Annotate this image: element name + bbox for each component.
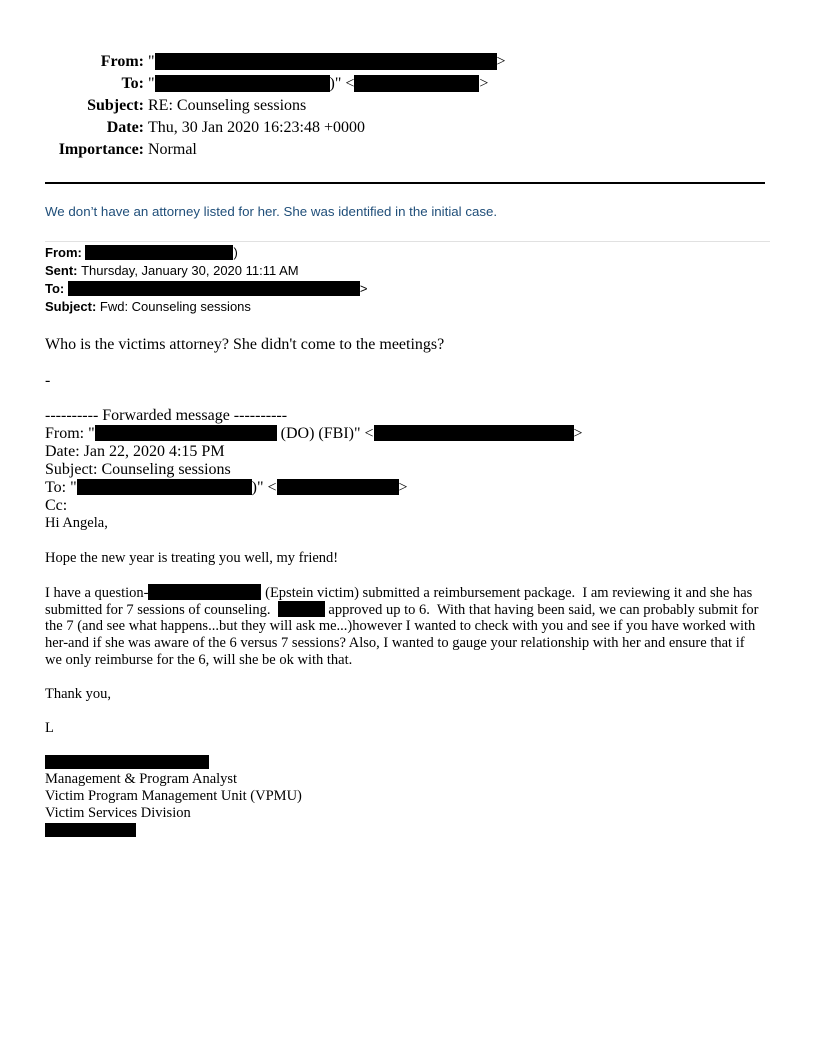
quoted-from-label: From: [45, 245, 82, 260]
forwarded-to-middle: )" < [251, 479, 277, 496]
forwarded-to-close: > [398, 479, 408, 496]
quoted-dash: - [45, 372, 51, 389]
forwarded-to-open: To: " [45, 479, 77, 496]
header-from-label: From: [100, 53, 144, 70]
opening-line: Hope the new year is treating you well, my friend! [45, 550, 339, 566]
quote-divider [45, 241, 770, 242]
message-paragraph [45, 584, 758, 669]
forwarded-from-middle: (DO) (FBI)" < [276, 425, 374, 442]
header-to-close: > [479, 75, 489, 92]
redaction-box [155, 53, 497, 70]
header-from-close: > [496, 53, 506, 70]
forwarded-banner: ---------- Forwarded message ---------- [45, 407, 288, 424]
redaction-box [77, 479, 252, 495]
header-divider [45, 182, 765, 184]
header-to-row [0, 73, 816, 95]
quoted-subject-label: Subject: [45, 299, 97, 314]
redaction-box [374, 425, 574, 441]
paragraph-line: we only reimburse for the 6, will she be ok with that. [45, 652, 353, 668]
quoted-sent-row [45, 262, 367, 280]
header-date-value: Thu, 30 Jan 2020 16:23:48 +0000 [148, 119, 366, 136]
paragraph-line: her-and if she was aware of the 6 versus 7 sessions? Also, I wanted to gauge your relationship with her and ensure that if [45, 635, 745, 651]
paragraph-line: the 7 (and see what happens...but they will ask me...)however I wanted to check with you and see if you have worked with [45, 618, 756, 634]
forwarded-to-row [45, 479, 583, 497]
closing-line: Thank you, [45, 686, 112, 702]
header-from-value [148, 51, 506, 73]
sender-initial: L [45, 720, 54, 736]
quoted-sent-label: Sent: [45, 263, 78, 278]
redaction-box [85, 245, 233, 260]
quoted-subject-value: Fwd: Counseling sessions [99, 299, 251, 314]
header-importance-row [0, 139, 816, 161]
redaction-box [45, 755, 209, 769]
header-to-value [148, 73, 488, 95]
header-subject-label: Subject: [87, 97, 144, 114]
paragraph-text: approved up to 6. With that having been said, we can probably submit for [324, 602, 759, 618]
header-from-row [0, 51, 816, 73]
redaction-box [45, 823, 136, 837]
header-date-row [0, 117, 816, 139]
greeting: Hi Angela, [45, 515, 108, 531]
quoted-question: Who is the victims attorney? She didn't come to the meetings? [45, 336, 445, 353]
header-importance-value: Normal [148, 141, 197, 158]
forwarded-date: Date: Jan 22, 2020 4:15 PM [45, 443, 225, 460]
forwarded-subject: Subject: Counseling sessions [45, 461, 231, 478]
header-subject-value: RE: Counseling sessions [148, 97, 307, 114]
redaction-box [278, 601, 325, 617]
paragraph-line [45, 584, 758, 601]
quoted-from-row [45, 244, 367, 262]
signature-block [45, 771, 302, 822]
header-subject-row [0, 95, 816, 117]
redaction-box [95, 425, 277, 441]
forwarded-header [45, 407, 583, 515]
redaction-box [277, 479, 399, 495]
quoted-sent-value: Thursday, January 30, 2020 11:11 AM [81, 263, 299, 278]
redaction-box [354, 75, 479, 92]
quoted-to-label: To: [45, 281, 65, 296]
header-to-open-quote: " [148, 75, 155, 92]
signature-title: Management & Program Analyst [45, 771, 238, 787]
forwarded-cc: Cc: [45, 497, 68, 514]
signature-division: Victim Services Division [45, 805, 191, 821]
reply-text: We don’t have an attorney listed for her. She was identified in the initial case. [45, 204, 498, 219]
forwarded-from-open: From: " [45, 425, 95, 442]
header-date-label: Date: [106, 119, 144, 136]
paragraph-text: (Epstein victim) submitted a reimbursement package. I am reviewing it and she has [261, 585, 753, 601]
redaction-box [148, 584, 261, 600]
forwarded-from-close: > [573, 425, 583, 442]
header-importance-label: Importance: [58, 141, 144, 158]
quoted-from-close: ) [233, 245, 238, 260]
header-from-open-quote: " [148, 53, 155, 70]
paragraph-line [45, 601, 758, 618]
redaction-box [155, 75, 330, 92]
quoted-to-close: > [359, 281, 368, 296]
signature-unit: Victim Program Management Unit (VPMU) [45, 788, 302, 804]
quoted-to-row [45, 280, 367, 298]
paragraph-text: I have a question- [45, 585, 149, 601]
header-to-middle: )" < [329, 75, 355, 92]
quoted-header [45, 244, 367, 316]
forwarded-from-row [45, 425, 583, 443]
header-to-label: To: [121, 75, 144, 92]
paragraph-text: submitted for 7 sessions of counseling. [45, 602, 278, 618]
redaction-box [68, 281, 360, 296]
quoted-subject-row [45, 298, 367, 316]
